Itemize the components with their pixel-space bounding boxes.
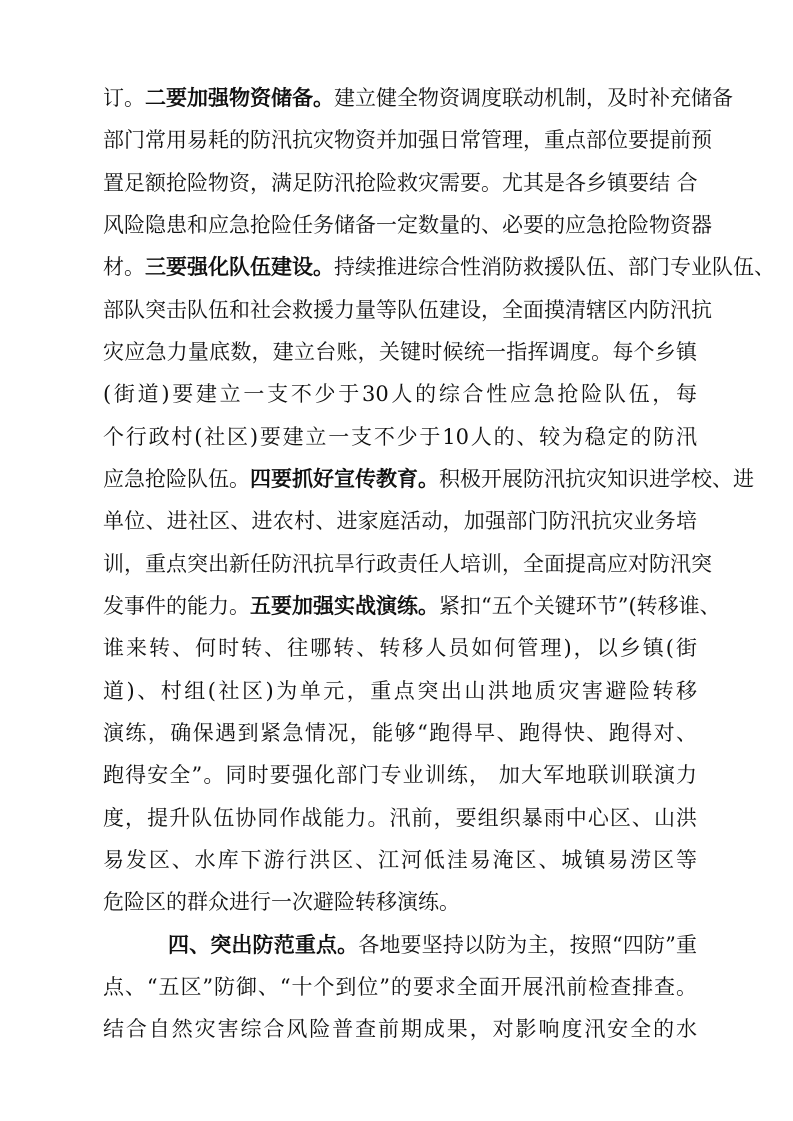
text-line bbox=[103, 974, 697, 1001]
text-run: 部门常用易耗的防汛抗灾物资并加强日常管理，重点部位要提前预 bbox=[103, 128, 712, 152]
text-run: 单位、进社区、进农村、进家庭活动，加强部门防汛抗灾业务培 bbox=[103, 509, 697, 533]
text-run: 演练，确保遇到紧急情况，能够“跑得早、跑得快、跑得对、 bbox=[103, 721, 697, 745]
text-line bbox=[103, 466, 754, 493]
text-line bbox=[103, 212, 712, 239]
text-run: 结合自然灾害综合风险普查前期成果，对影响度汛安全的水 bbox=[103, 1017, 697, 1041]
text-line bbox=[103, 551, 712, 578]
text-run: 危险区的群众进行一次避险转移演练。 bbox=[103, 890, 460, 914]
text-line bbox=[103, 762, 697, 789]
text-line bbox=[168, 932, 697, 959]
text-run: 发事件的能力。 bbox=[103, 594, 250, 618]
text-line bbox=[103, 339, 697, 366]
text-line bbox=[103, 424, 697, 451]
text-run: 跑得安全”。同时要强化部门专业训练， 加大军地联训联演力 bbox=[103, 763, 697, 787]
text-line bbox=[103, 678, 697, 705]
text-line bbox=[103, 508, 697, 535]
text-line bbox=[103, 805, 697, 832]
text-line bbox=[103, 170, 697, 197]
text-run: 应急抢险队伍。 bbox=[103, 467, 250, 491]
text-line bbox=[103, 127, 712, 154]
text-line bbox=[103, 381, 697, 408]
text-run: 灾应急力量底数，建立台账，关键时候统一指挥调度。每个乡镇 bbox=[103, 340, 697, 364]
text-run: 个行政村(社区)要建立一支不少于10人的、较为稳定的防汛 bbox=[103, 425, 697, 449]
text-run: 紧扣“五个关键环节”(转移谁、 bbox=[439, 594, 721, 618]
text-run: 材。 bbox=[103, 255, 145, 279]
text-run: 风险隐患和应急抢险任务储备一定数量的、必要的应急抢险物资器 bbox=[103, 213, 712, 237]
text-run: (街道)要建立一支不少于30人的综合性应急抢险队伍，每 bbox=[103, 382, 697, 406]
text-line bbox=[103, 635, 697, 662]
bold-heading: 五要加强实战演练。 bbox=[250, 594, 439, 618]
bold-heading: 四要抓好宣传教育。 bbox=[250, 467, 439, 491]
text-run: 置足额抢险物资，满足防汛抢险救灾需要。尤其是各乡镇要结 合 bbox=[103, 171, 698, 195]
text-line bbox=[103, 847, 697, 874]
text-run: 点、“五区”防御、“十个到位”的要求全面开展汛前检查排查。 bbox=[103, 975, 697, 999]
text-line bbox=[103, 593, 721, 620]
text-line bbox=[103, 720, 697, 747]
text-run: 持续推进综合性消防救援队伍、部门专业队伍、 bbox=[334, 255, 775, 279]
text-line bbox=[103, 85, 733, 112]
bold-heading: 二要加强物资储备。 bbox=[145, 86, 334, 110]
text-run: 易发区、水库下游行洪区、江河低洼易淹区、城镇易涝区等 bbox=[103, 848, 697, 872]
text-run: 积极开展防汛抗灾知识进学校、进 bbox=[439, 467, 754, 491]
section-heading: 四、突出防范重点。 bbox=[168, 933, 359, 957]
text-run: 度，提升队伍协同作战能力。汛前，要组织暴雨中心区、山洪 bbox=[103, 806, 697, 830]
text-run: 道)、村组(社区)为单元，重点突出山洪地质灾害避险转移 bbox=[103, 679, 697, 703]
text-line bbox=[103, 889, 697, 916]
text-run: 训，重点突出新任防汛抗旱行政责任人培训，全面提高应对防汛突 bbox=[103, 552, 712, 576]
text-run: 谁来转、何时转、往哪转、转移人员如何管理)，以乡镇(街 bbox=[103, 636, 697, 660]
text-run: 各地要坚持以防为主，按照“四防”重 bbox=[358, 933, 697, 957]
text-line bbox=[103, 297, 712, 324]
text-run: 订。 bbox=[103, 86, 145, 110]
text-run: 部队突击队伍和社会救援力量等队伍建设，全面摸清辖区内防汛抗 bbox=[103, 298, 712, 322]
text-line bbox=[103, 1016, 697, 1043]
text-line bbox=[103, 254, 775, 281]
bold-heading: 三要强化队伍建设。 bbox=[145, 255, 334, 279]
text-run: 建立健全物资调度联动机制，及时补充储备 bbox=[334, 86, 733, 110]
